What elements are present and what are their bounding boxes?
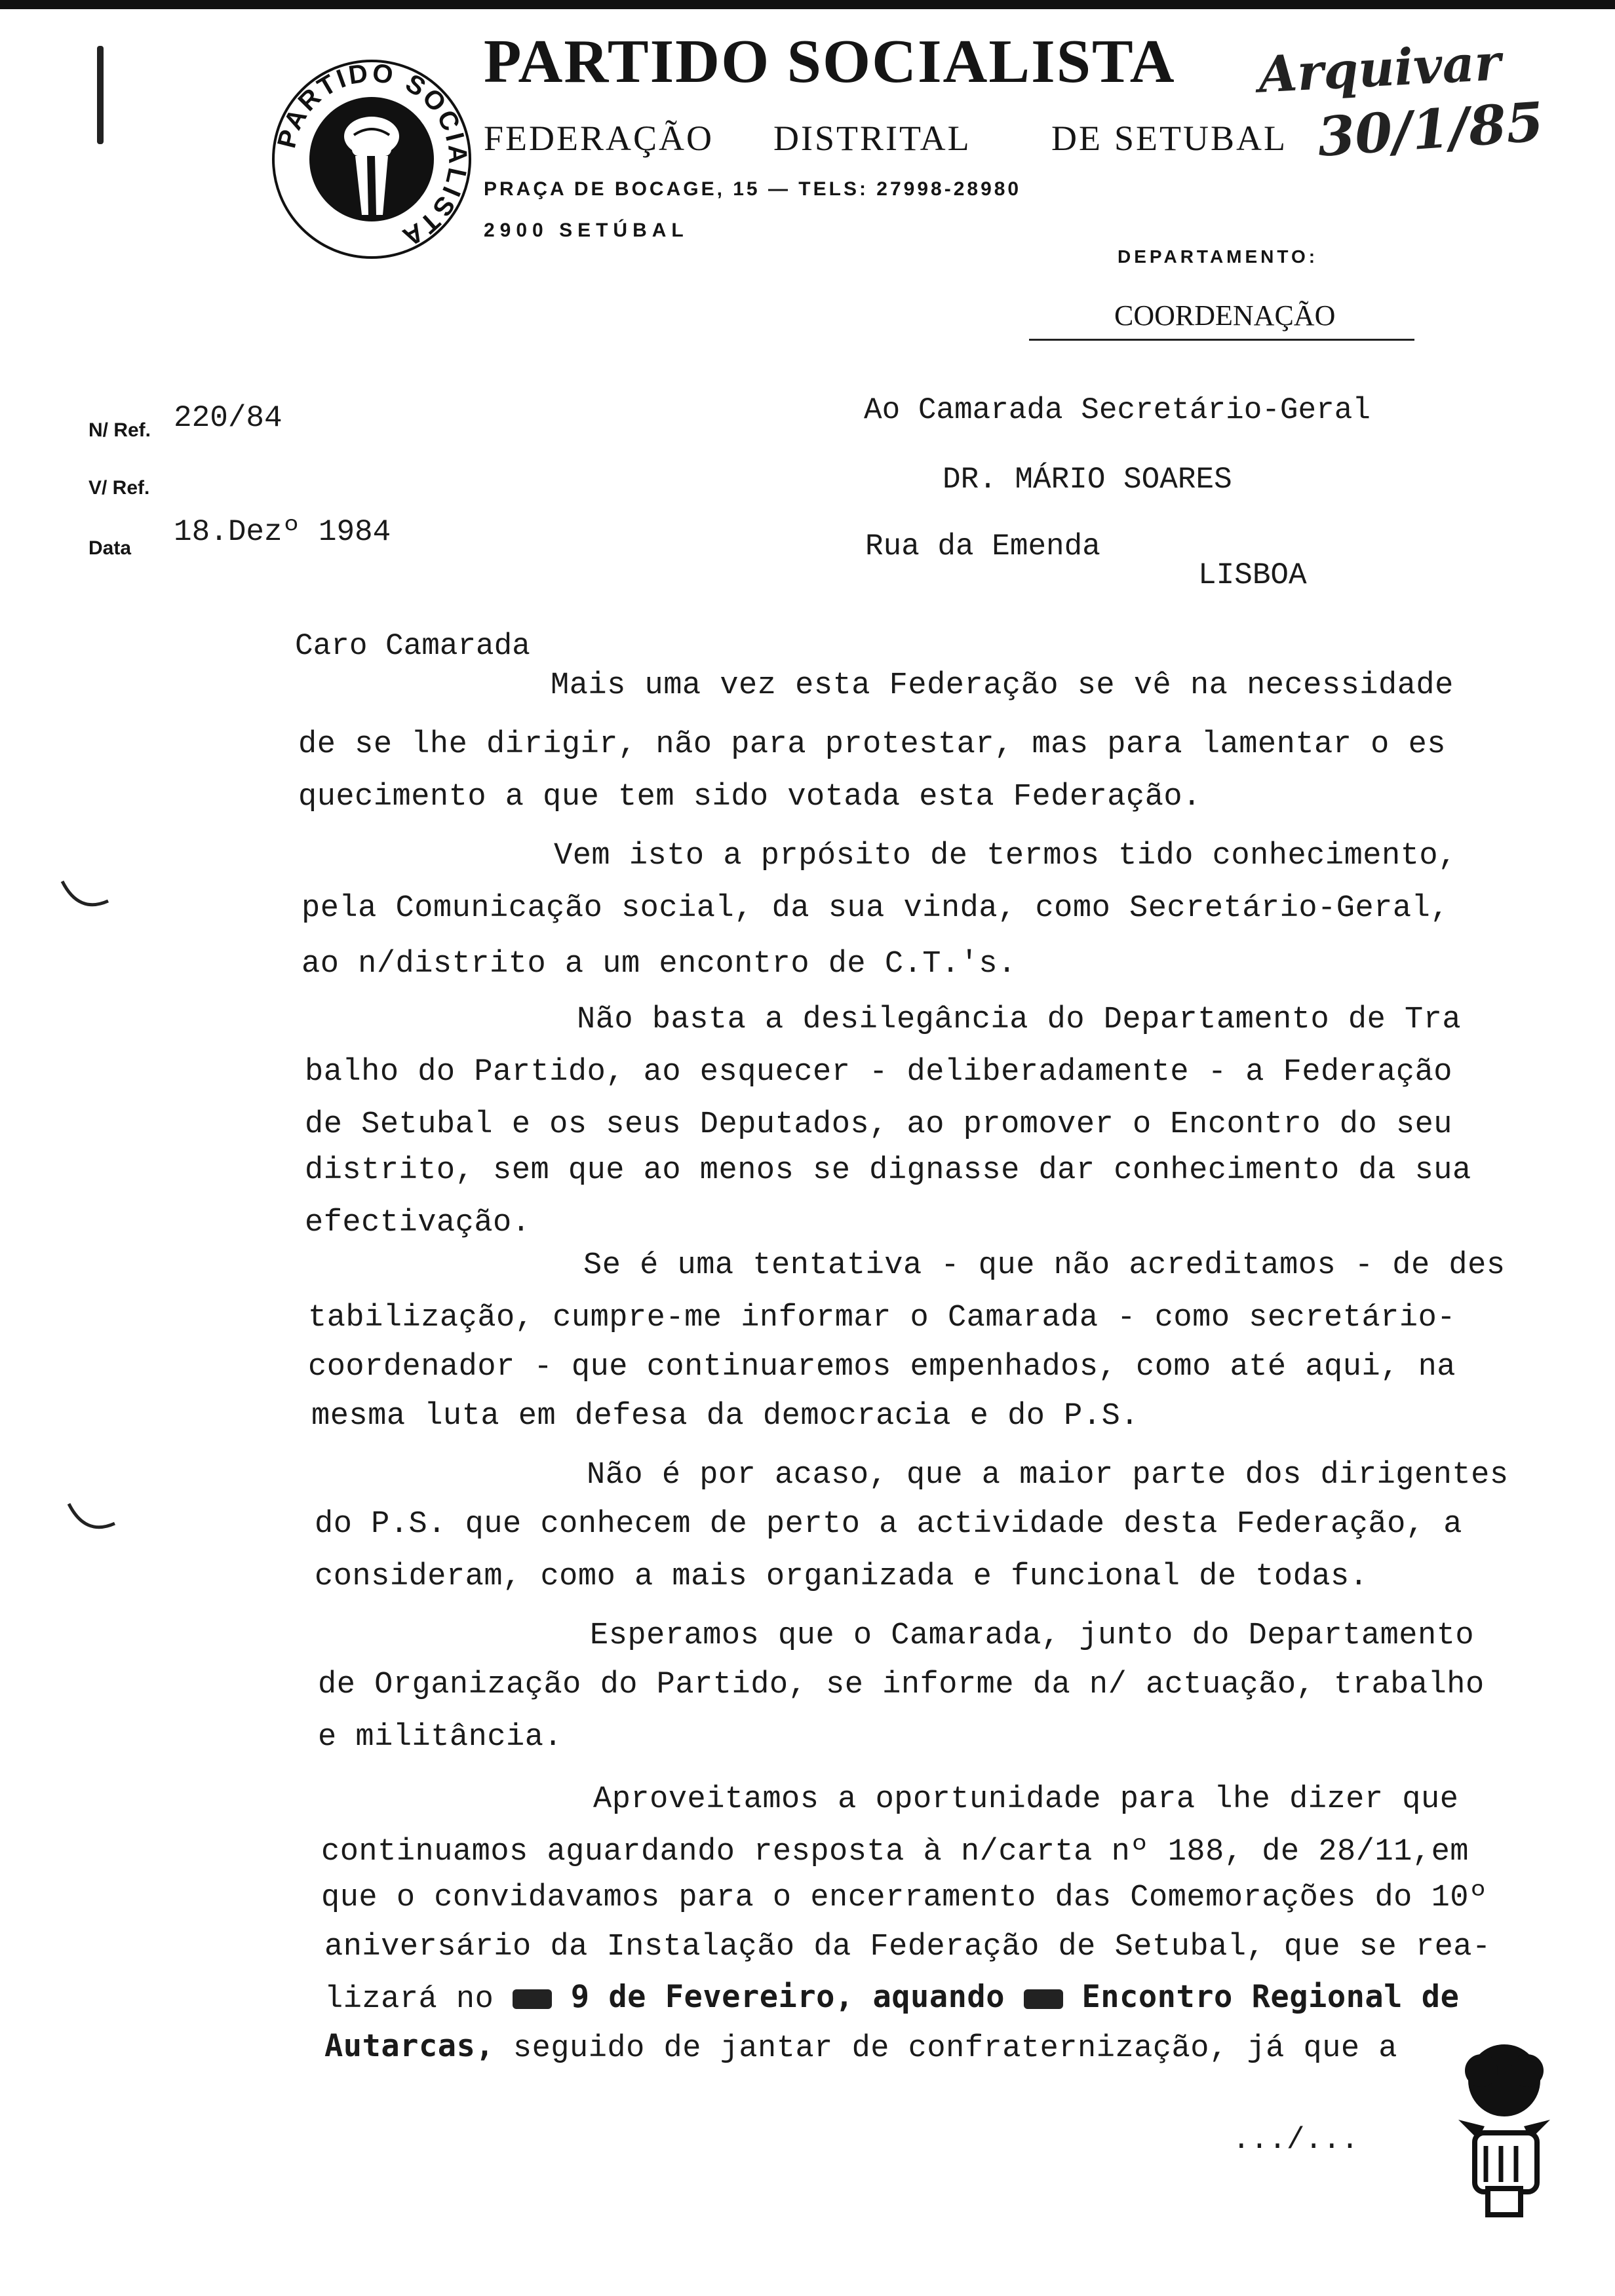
highlight-encontro: Encontro Regional de bbox=[1081, 1979, 1460, 2015]
department-value: COORDENAÇÃO bbox=[1114, 299, 1336, 332]
body-line: consideram, como a mais organizada e funcional de todas. bbox=[315, 1559, 1369, 1594]
body-line: Mais uma vez esta Federação se vê na necessidade bbox=[551, 668, 1454, 703]
body-line: Não é por acaso, que a maior parte dos dirigentes bbox=[587, 1458, 1509, 1493]
city-line: 2900 SETÚBAL bbox=[484, 220, 689, 241]
body-line: efectivação. bbox=[305, 1206, 531, 1240]
handwritten-archive-note: Arquivar bbox=[1256, 33, 1502, 104]
date-value: 18.Dezº 1984 bbox=[174, 515, 391, 549]
n-ref-value: 220/84 bbox=[174, 401, 282, 435]
logo-ring-text: PARTIDO SOCIALISTA bbox=[272, 58, 473, 253]
body-line: Não basta a desilegância do Departamento de Tra bbox=[577, 1003, 1462, 1037]
body-line: pela Comunicação social, da sua vinda, como Secretário-Geral, bbox=[302, 891, 1449, 926]
party-logo bbox=[270, 58, 473, 261]
highlight-date: 9 de Fevereiro, bbox=[570, 1979, 854, 2015]
fist-rose-stamp-icon bbox=[1445, 2041, 1563, 2218]
body-line: de se lhe dirigir, não para protestar, mas para lamentar o es bbox=[298, 727, 1446, 762]
margin-mark bbox=[97, 46, 104, 144]
body-line-with-highlight bbox=[324, 2028, 1397, 2066]
body-line: Se é uma tentativa - que não acreditamos - de des bbox=[583, 1248, 1506, 1283]
body-line: do P.S. que conhecem de perto a actividade desta Federação, a bbox=[315, 1507, 1462, 1542]
recipient-line-2: DR. MÁRIO SOARES bbox=[943, 463, 1232, 497]
body-line: coordenador - que continuaremos empenhados, como até aqui, na bbox=[308, 1350, 1456, 1385]
highlight-aquando: aquando bbox=[872, 1979, 1005, 2015]
department-underline bbox=[1029, 339, 1414, 341]
body-line: quecimento a que tem sido votada esta Federação. bbox=[298, 780, 1201, 814]
department-label: DEPARTAMENTO: bbox=[1118, 246, 1319, 267]
federation-word-2: DISTRITAL bbox=[773, 119, 971, 158]
recipient-line-1: Ao Camarada Secretário-Geral bbox=[864, 393, 1371, 427]
margin-bracket-mark-2 bbox=[66, 1501, 118, 1540]
n-ref-label: N/ Ref. bbox=[88, 419, 151, 441]
federation-word-4: SETUBAL bbox=[1114, 119, 1287, 158]
body-line-with-highlight bbox=[324, 1979, 1459, 2017]
body-line-start: lizará no bbox=[324, 1982, 494, 2017]
date-label: Data bbox=[88, 537, 132, 559]
body-line: de Setubal e os seus Deputados, ao promover o Encontro do seu bbox=[305, 1107, 1452, 1142]
body-line: que o convidavamos para o encerramento das Comemorações do 10º bbox=[321, 1881, 1488, 1915]
body-line: distrito, sem que ao menos se dignasse dar conhecimento da sua bbox=[305, 1153, 1471, 1188]
party-name: PARTIDO SOCIALISTA bbox=[484, 28, 1176, 96]
body-line: balho do Partido, ao esquecer - deliberadamente - a Federação bbox=[305, 1055, 1452, 1090]
handwritten-date: 30/1/85 bbox=[1315, 90, 1546, 169]
highlight-autarcas: Autarcas, bbox=[324, 2028, 495, 2064]
body-line: aniversário da Instalação da Federação de Setubal, que se rea- bbox=[324, 1930, 1491, 1964]
recipient-line-3: Rua da Emenda bbox=[865, 529, 1100, 564]
margin-bracket-mark bbox=[59, 878, 111, 917]
top-edge-bar bbox=[0, 0, 1615, 9]
federation-word-3: DE bbox=[1051, 119, 1102, 158]
body-line: Vem isto a prpósito de termos tido conhecimento, bbox=[554, 839, 1457, 873]
body-line: Aproveitamos a oportunidade para lhe dizer que bbox=[593, 1782, 1459, 1817]
address-line: PRAÇA DE BOCAGE, 15 — TELS: 27998-28980 bbox=[484, 178, 1022, 200]
body-line: ao n/distrito a um encontro de C.T.'s. bbox=[302, 947, 1017, 982]
body-line-end: seguido de jantar de confraternização, já que a bbox=[513, 2031, 1398, 2066]
body-line: tabilização, cumpre-me informar o Camarada - como secretário- bbox=[308, 1301, 1456, 1335]
redaction-blot bbox=[513, 1989, 552, 2009]
v-ref-label: V/ Ref. bbox=[88, 477, 150, 499]
body-line: Esperamos que o Camarada, junto do Departamento bbox=[590, 1618, 1475, 1653]
redaction-blot bbox=[1024, 1989, 1063, 2009]
body-line: continuamos aguardando resposta à n/carta nº 188, de 28/11,em bbox=[321, 1835, 1469, 1869]
body-line: e militância. bbox=[318, 1720, 563, 1755]
body-line: de Organização do Partido, se informe da n/ actuação, trabalho bbox=[318, 1668, 1485, 1702]
body-line: mesma luta em defesa da democracia e do P.S. bbox=[311, 1399, 1140, 1434]
continuation-marker: .../... bbox=[1232, 2123, 1359, 2157]
recipient-city: LISBOA bbox=[1198, 558, 1307, 592]
salutation: Caro Camarada bbox=[295, 629, 530, 663]
federation-word-1: FEDERAÇÃO bbox=[484, 119, 714, 158]
